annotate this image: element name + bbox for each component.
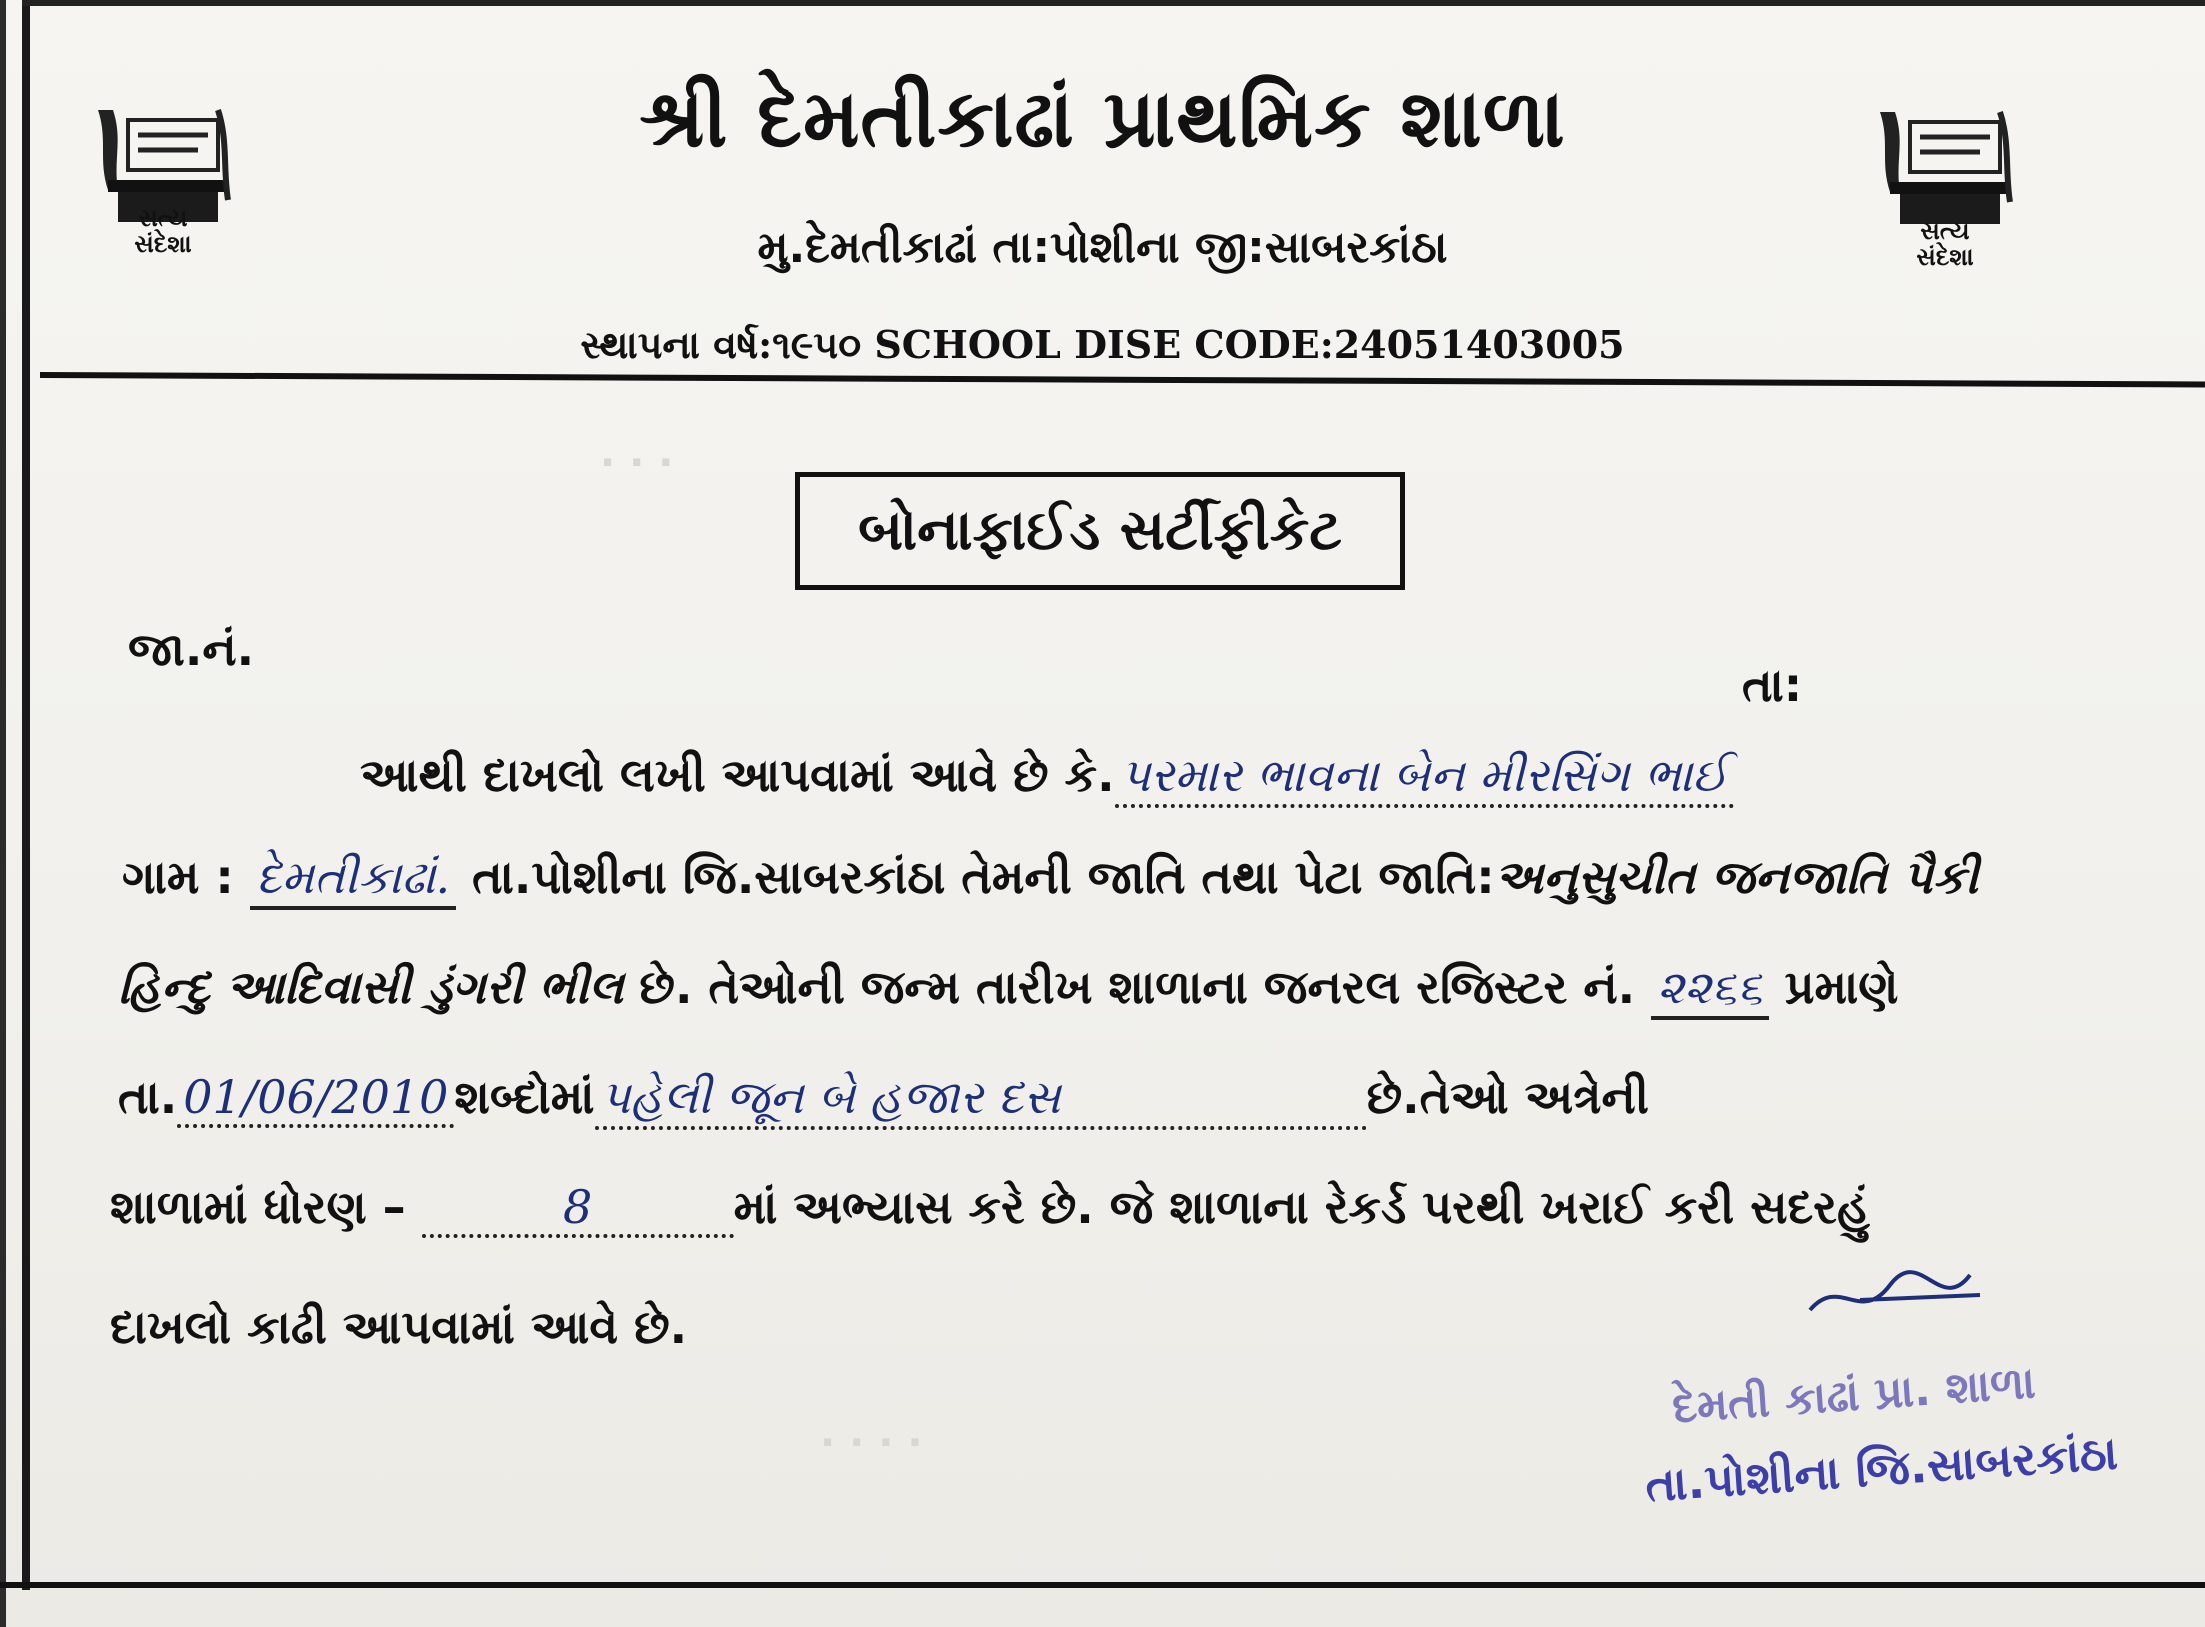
birth-date-field: 01/06/2010 — [177, 1070, 454, 1128]
line5-prefix: શાળામાં ધોરણ – — [110, 1180, 406, 1234]
certificate-title: બોનાફાઈડ સર્ટીફીકેટ — [858, 498, 1342, 563]
body-line-2 — [122, 850, 2122, 920]
bleed-through-mark: · · · · — [820, 1420, 923, 1466]
body-line-3 — [118, 960, 2118, 1030]
emblem-left-caption: સત્ય સંદેશા — [134, 204, 192, 258]
village-field: દેમતીકાઢાં. — [250, 850, 456, 910]
line3-end: પ્રમાણે — [1784, 960, 1899, 1014]
emblem-right-caption: સત્ય સંદેશા — [1916, 217, 1974, 271]
body-line-5 — [110, 1180, 2110, 1250]
line1-prefix: આથી દાખલો લખી આપવામાં આવે છે કે. — [360, 748, 1115, 802]
caste-text-2: હિન્દુ આદિવાસી ડુંગરી ભીલ — [118, 960, 624, 1014]
birth-date-words-field: પહેલી જૂન બે હજાર દસ — [595, 1070, 1367, 1130]
bleed-through-mark: · · · — [600, 440, 674, 486]
signature — [1800, 1255, 2000, 1335]
header-divider — [40, 372, 2205, 387]
body-line-6: દાખલો કાઢી આપવામાં આવે છે. — [110, 1300, 688, 1354]
line5-end: માં અભ્યાસ કરે છે. જે શાળાના રેકર્ડ પરથી ખરાઈ કરી સદરહું — [733, 1180, 1870, 1234]
school-stamp-line-1: દેમતી કાઢાં પ્રા. શાળા — [1670, 1357, 2038, 1434]
school-name: શ્રી દેમતીકાઢાં પ્રાથમિક શાળા — [639, 72, 1566, 165]
certificate-title-box — [795, 472, 1405, 590]
reference-number-label: જા.નં. — [128, 622, 255, 676]
school-dise-code: સ્થાપના વર્ષ:૧૯૫૦ SCHOOL DISE CODE:24051403005 — [580, 322, 1625, 367]
caste-text-1: અનુસુચીત જનજાતિ પૈકી — [1494, 850, 1979, 904]
standard-field: 8 — [422, 1180, 734, 1238]
register-number-field: ૨૨૬૬ — [1651, 960, 1769, 1020]
line3-mid: છે. તેઓની જન્મ તારીખ શાળાના જનરલ રજિસ્ટર નં. — [639, 960, 1636, 1014]
top-border-rule — [22, 0, 2205, 6]
bottom-border-rule — [0, 1582, 2205, 1588]
date-label: તા: — [1742, 658, 1803, 712]
line2-mid: તા.પોશીના જિ.સાબરકાંઠા તેમની જાતિ તથા પેટા જાતિ: — [472, 850, 1495, 904]
body-line-4 — [118, 1070, 2118, 1140]
line4-end: છે.તેઓ અત્રેની — [1366, 1070, 1649, 1124]
body-line-1 — [360, 748, 2205, 818]
village-label: ગામ : — [122, 850, 234, 904]
student-name-field: પરમાર ભાવના બેન મીરસિંગ ભાઈ — [1115, 748, 1734, 808]
school-address: મુ.દેમતીકાઢાં તા:પોશીના જી:સાબરકાંઠા — [757, 222, 1448, 273]
line4-words-label: શબ્દોમાં — [454, 1070, 595, 1124]
line4-prefix: તા. — [118, 1070, 178, 1124]
school-stamp-line-2: તા.પોશીના જિ.સાબરકાંઠા — [1643, 1425, 2120, 1513]
